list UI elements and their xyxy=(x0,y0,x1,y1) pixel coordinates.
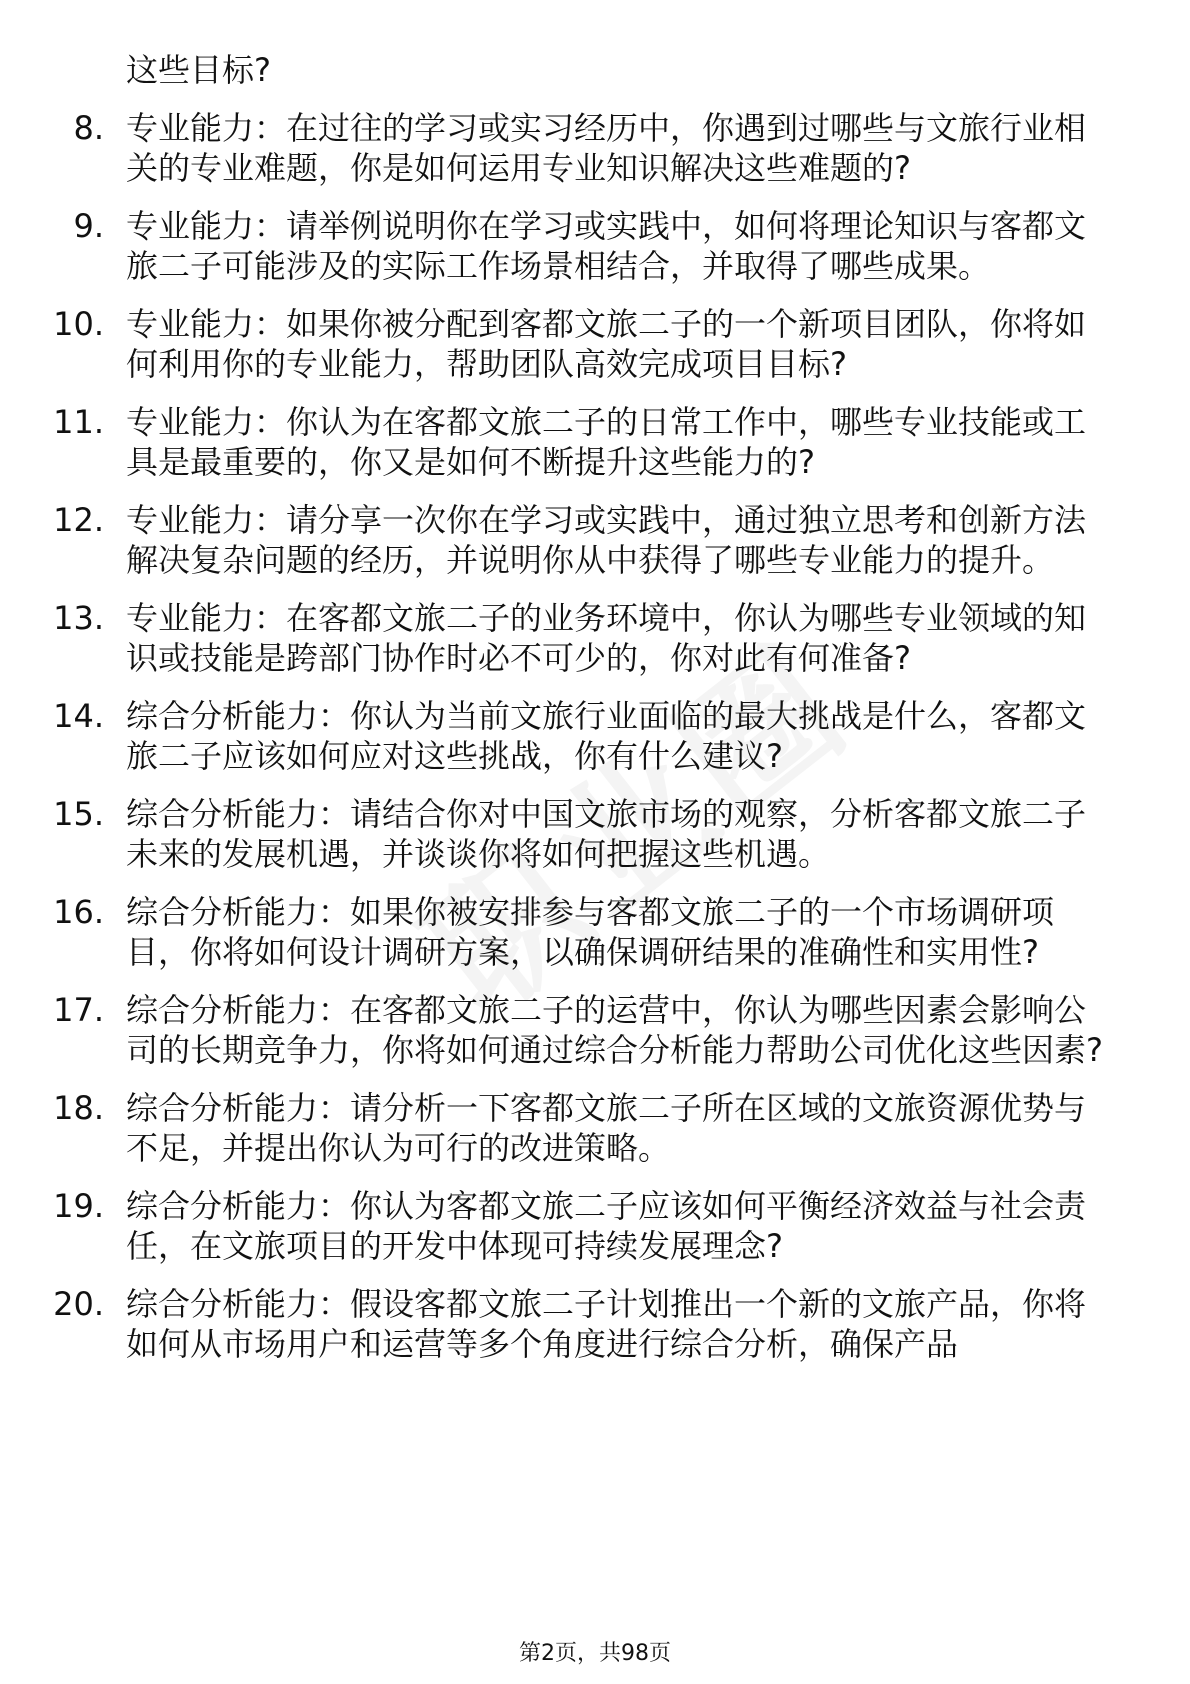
question-item xyxy=(0,696,1190,776)
question-item xyxy=(0,990,1190,1070)
question-text: 专业能力：在客都文旅二子的业务环境中，你认为哪些专业领域的知识或技能是跨部门协作时必不可少的，你对此有何准备? xyxy=(126,599,1087,677)
question-text: 综合分析能力：如果你被安排参与客都文旅二子的一个市场调研项目，你将如何设计调研方案，以确保调研结果的准确性和实用性? xyxy=(126,893,1055,971)
question-item xyxy=(0,304,1190,384)
question-number: 12. xyxy=(53,501,104,539)
question-number: 15. xyxy=(53,795,104,833)
question-text: 专业能力：请举例说明你在学习或实践中，如何将理论知识与客都文旅二子可能涉及的实际工作场景相结合，并取得了哪些成果。 xyxy=(126,207,1087,285)
question-item xyxy=(0,1186,1190,1266)
question-item xyxy=(0,794,1190,874)
question-text: 专业能力：在过往的学习或实习经历中，你遇到过哪些与文旅行业相关的专业难题，你是如何运用专业知识解决这些难题的? xyxy=(126,109,1087,187)
question-text: 专业能力：如果你被分配到客都文旅二子的一个新项目团队，你将如何利用你的专业能力，帮助团队高效完成项目目标? xyxy=(126,305,1087,383)
page-footer: 第2页，共98页 xyxy=(519,1641,671,1666)
question-number: 18. xyxy=(53,1089,104,1127)
continuation-text: 这些目标? xyxy=(126,51,271,89)
question-number: 13. xyxy=(53,599,104,637)
question-item xyxy=(0,1088,1190,1168)
question-item xyxy=(0,598,1190,678)
question-item xyxy=(0,206,1190,286)
question-text: 综合分析能力：请结合你对中国文旅市场的观察，分析客都文旅二子未来的发展机遇，并谈谈你将如何把握这些机遇。 xyxy=(126,795,1087,873)
question-item xyxy=(0,108,1190,188)
question-text: 专业能力：请分享一次你在学习或实践中，通过独立思考和创新方法解决复杂问题的经历，并说明你从中获得了哪些专业能力的提升。 xyxy=(126,501,1087,579)
question-item xyxy=(0,1284,1190,1364)
question-number: 11. xyxy=(53,403,104,441)
question-number: 8. xyxy=(73,109,104,147)
question-number: 20. xyxy=(53,1285,104,1323)
question-number: 19. xyxy=(53,1187,104,1225)
question-list xyxy=(0,108,1190,1382)
question-item xyxy=(0,892,1190,972)
question-text: 专业能力：你认为在客都文旅二子的日常工作中，哪些专业技能或工具是最重要的，你又是如何不断提升这些能力的? xyxy=(126,403,1087,481)
question-text: 综合分析能力：你认为当前文旅行业面临的最大挑战是什么，客都文旅二子应该如何应对这些挑战，你有什么建议? xyxy=(126,697,1087,775)
question-number: 10. xyxy=(53,305,104,343)
question-text: 综合分析能力：请分析一下客都文旅二子所在区域的文旅资源优势与不足，并提出你认为可行的改进策略。 xyxy=(126,1089,1087,1167)
question-number: 14. xyxy=(53,697,104,735)
question-text: 综合分析能力：假设客都文旅二子计划推出一个新的文旅产品，你将如何从市场用户和运营等多个角度进行综合分析，确保产品 xyxy=(126,1285,1087,1363)
question-text: 综合分析能力：在客都文旅二子的运营中，你认为哪些因素会影响公司的长期竞争力，你将如何通过综合分析能力帮助公司优化这些因素? xyxy=(126,991,1103,1069)
question-number: 9. xyxy=(73,207,104,245)
question-number: 17. xyxy=(53,991,104,1029)
question-item xyxy=(0,500,1190,580)
question-number: 16. xyxy=(53,893,104,931)
question-text: 综合分析能力：你认为客都文旅二子应该如何平衡经济效益与社会责任，在文旅项目的开发中体现可持续发展理念? xyxy=(126,1187,1087,1265)
question-item xyxy=(0,402,1190,482)
